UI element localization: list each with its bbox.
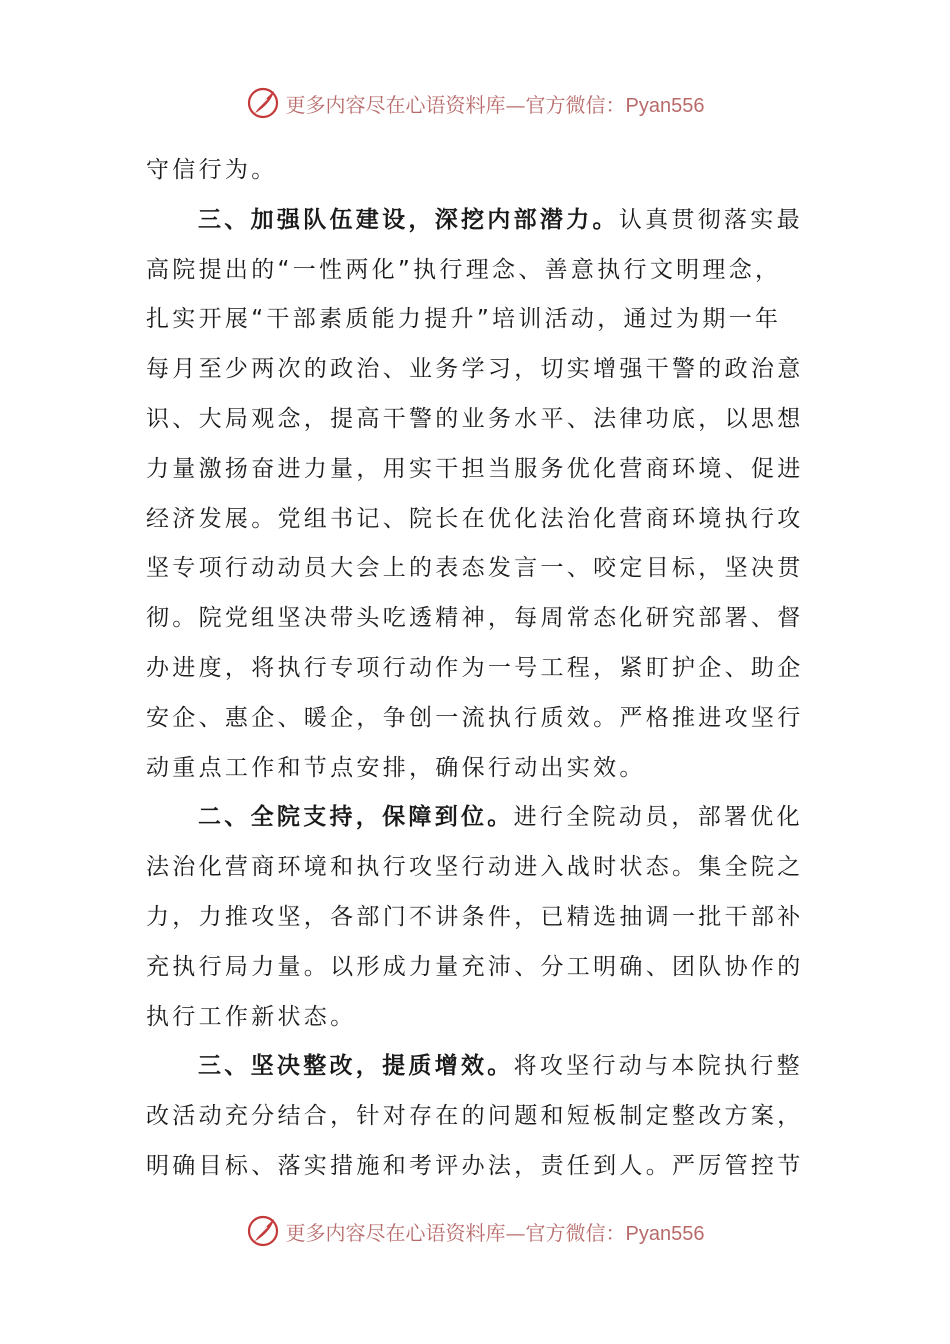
- text-line: [146, 694, 806, 744]
- line-text: 每月至少两次的政治、业务学习，切实增强干警的政治意: [146, 356, 804, 383]
- line-text: 办进度，将执行专项行动作为一号工程，紧盯护企、助企: [146, 654, 804, 681]
- text-line: [146, 495, 806, 545]
- line-text: 坚专项行动动员大会上的表态发言一、咬定目标，坚决贯: [146, 555, 804, 582]
- text-line: [146, 1142, 806, 1192]
- text-line: [146, 943, 806, 993]
- line-text: 识、大局观念，提高干警的业务水平、法律功底，以思想: [146, 405, 804, 432]
- line-text: 力，力推攻坚，各部门不讲条件，已精选抽调一批干部补: [146, 903, 804, 930]
- line-text: 安企、惠企、暖企，争创一流执行质效。严格推进攻坚行: [146, 704, 804, 731]
- quill-logo-icon: [246, 86, 280, 120]
- line-text: 守信行为。: [146, 157, 278, 183]
- text-line: [146, 793, 806, 843]
- section-heading: 三、坚决整改，提质增效。: [198, 1053, 514, 1080]
- section-heading: 二、全院支持，保障到位。: [198, 804, 514, 831]
- line-text: 经济发展。党组书记、院长在优化法治化营商环境执行攻: [146, 505, 804, 532]
- line-text: 动重点工作和节点安排，确保行动出实效。: [146, 754, 646, 781]
- text-line: [146, 445, 806, 495]
- text-line: [146, 1092, 806, 1142]
- line-text: 明确目标、落实措施和考评办法，责任到人。严厉管控节: [146, 1152, 804, 1179]
- header-watermark-banner: [0, 78, 950, 128]
- line-text: 进行全院动员，部署优化: [513, 804, 803, 831]
- line-text: 扎实开展“干部素质能力提升”培训活动，通过为期一年: [146, 306, 782, 333]
- text-line: [146, 843, 806, 893]
- document-body: [146, 146, 806, 1192]
- text-line: [146, 345, 806, 395]
- line-text: 高院提出的“一性两化”执行理念、善意执行文明理念，: [146, 256, 782, 283]
- text-line: [146, 1042, 806, 1092]
- section-heading: 三、加强队伍建设，深挖内部潜力。: [198, 206, 619, 233]
- line-text: 将攻坚行动与本院执行整: [513, 1053, 803, 1080]
- banner-text: 更多内容尽在心语资料库—官方微信：Pyan556: [285, 92, 705, 117]
- quill-logo-icon: [246, 1214, 280, 1248]
- footer-watermark-banner: [0, 1206, 950, 1256]
- line-text: 彻。院党组坚决带头吃透精神，每周常态化研究部署、督: [146, 605, 804, 632]
- text-line: [146, 644, 806, 694]
- line-text: 法治化营商环境和执行攻坚行动进入战时状态。集全院之: [146, 854, 804, 881]
- line-text: 改活动充分结合，针对存在的问题和短板制定整改方案，: [146, 1103, 804, 1130]
- text-line: [146, 295, 806, 345]
- text-line: [146, 395, 806, 445]
- line-text: 充执行局力量。以形成力量充沛、分工明确、团队协作的: [146, 953, 804, 980]
- text-line: [146, 246, 806, 296]
- banner-text: 更多内容尽在心语资料库—官方微信：Pyan556: [285, 1220, 705, 1245]
- text-line: [146, 893, 806, 943]
- text-line: [146, 993, 806, 1043]
- text-line: [146, 744, 806, 794]
- line-text: 力量激扬奋进力量，用实干担当服务优化营商环境、促进: [146, 455, 804, 482]
- text-line: [146, 544, 806, 594]
- text-line: [146, 594, 806, 644]
- line-text: 执行工作新状态。: [146, 1003, 357, 1030]
- text-line: [146, 146, 806, 196]
- line-text: 认真贯彻落实最: [618, 206, 803, 233]
- text-line: [146, 196, 806, 246]
